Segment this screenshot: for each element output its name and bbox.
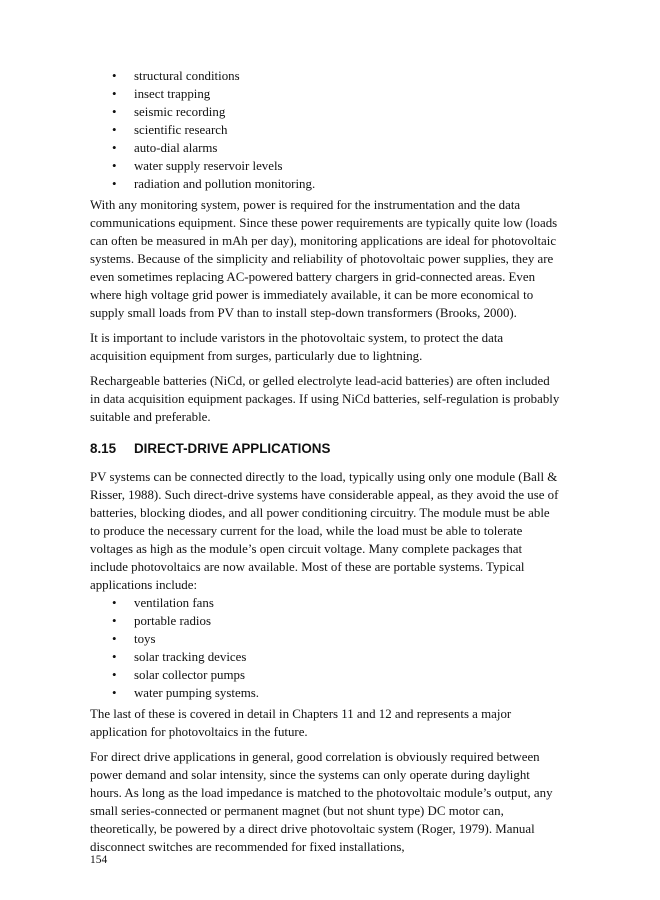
list-item-text: water supply reservoir levels xyxy=(134,159,283,173)
list-item-text: solar collector pumps xyxy=(134,668,245,682)
list-item xyxy=(90,175,562,193)
list-item-text: ventilation fans xyxy=(134,596,214,610)
list-item-text: portable radios xyxy=(134,614,211,628)
list-item xyxy=(90,103,562,121)
paragraph-general: For direct drive applications in general, good correlation is obviously required between power demand and solar intensity, since the systems can only operate during daylight hours. As long as the load impedance is matched to the photovoltaic module’s output, any small series-connected or permanent magnet (but not shunt type) DC motor can, theoretically, be powered by a direct drive photovoltaic system (Roger, 1979). Manual disconnect switches are recommended for fixed installations, xyxy=(90,750,553,854)
list-item xyxy=(90,684,562,702)
bullet-glyph: • xyxy=(112,668,117,682)
list-item xyxy=(90,85,562,103)
monitoring-list xyxy=(90,67,562,193)
list-item xyxy=(90,648,562,666)
bullet-glyph: • xyxy=(112,141,117,155)
page-content xyxy=(90,67,562,863)
list-item xyxy=(90,121,562,139)
applications-list xyxy=(90,594,562,702)
paragraph-direct-drive: PV systems can be connected directly to the load, typically using only one module (Ball & Risser, 1988). Such direct-drive systems have considerable appeal, as they avoid the use of batteries, blocking diodes, and all power conditioning circuitry. The module must be able to produce the necessary current for the load, while the load must be able to tolerate voltages as high as the module’s open circuit voltage. Many complete packages that include photovoltaics are now available. Most of these are portable systems. Typical applications include: xyxy=(90,470,559,592)
list-item-text: radiation and pollution monitoring. xyxy=(134,177,316,191)
list-item-text: seismic recording xyxy=(134,105,226,119)
section-title: DIRECT-DRIVE APPLICATIONS xyxy=(134,441,331,456)
list-item xyxy=(90,157,562,175)
section-number: 8.15 xyxy=(90,441,117,456)
list-item-text: auto-dial alarms xyxy=(134,141,218,155)
bullet-glyph: • xyxy=(112,105,117,119)
section-heading xyxy=(90,440,562,458)
list-item-text: insect trapping xyxy=(134,87,211,101)
list-item-text: structural conditions xyxy=(134,69,240,83)
list-item xyxy=(90,594,562,612)
paragraph-varistors: It is important to include varistors in the photovoltaic system, to protect the data acquisition equipment from surges, particularly due to lightning. xyxy=(90,331,504,363)
paragraph-batteries: Rechargeable batteries (NiCd, or gelled electrolyte lead-acid batteries) are often included in data acquisition equipment packages. If using NiCd batteries, self-regulation is probably suitable and preferable. xyxy=(90,374,560,424)
bullet-glyph: • xyxy=(112,69,117,83)
list-item xyxy=(90,612,562,630)
bullet-glyph: • xyxy=(112,614,117,628)
list-item xyxy=(90,630,562,648)
list-item xyxy=(90,139,562,157)
bullet-glyph: • xyxy=(112,686,117,700)
bullet-glyph: • xyxy=(112,87,117,101)
list-item-text: toys xyxy=(134,632,156,646)
list-item xyxy=(90,67,562,85)
page-number: 154 xyxy=(90,854,108,866)
bullet-glyph: • xyxy=(112,650,117,664)
list-item-text: solar tracking devices xyxy=(134,650,247,664)
bullet-glyph: • xyxy=(112,596,117,610)
bullet-glyph: • xyxy=(112,159,117,173)
bullet-glyph: • xyxy=(112,123,117,137)
list-item-text: scientific research xyxy=(134,123,228,137)
list-item xyxy=(90,666,562,684)
bullet-glyph: • xyxy=(112,177,117,191)
bullet-glyph: • xyxy=(112,632,117,646)
paragraph-monitoring: With any monitoring system, power is required for the instrumentation and the data communications equipment. Since these power requirements are typically quite low (loads can often be measured in mAh per day), monitoring applications are ideal for photovoltaic systems. Because of the simplicity and reliability of photovoltaic power supplies, they are even sometimes replacing AC-powered battery chargers in grid-connected areas. Even where high voltage grid power is immediately available, it can be more economical to supply small loads from PV than to install step-down transformers (Brooks, 2000). xyxy=(90,198,558,320)
list-item-text: water pumping systems. xyxy=(134,686,259,700)
paragraph-last: The last of these is covered in detail in Chapters 11 and 12 and represents a major application for photovoltaics in the future. xyxy=(90,707,512,739)
